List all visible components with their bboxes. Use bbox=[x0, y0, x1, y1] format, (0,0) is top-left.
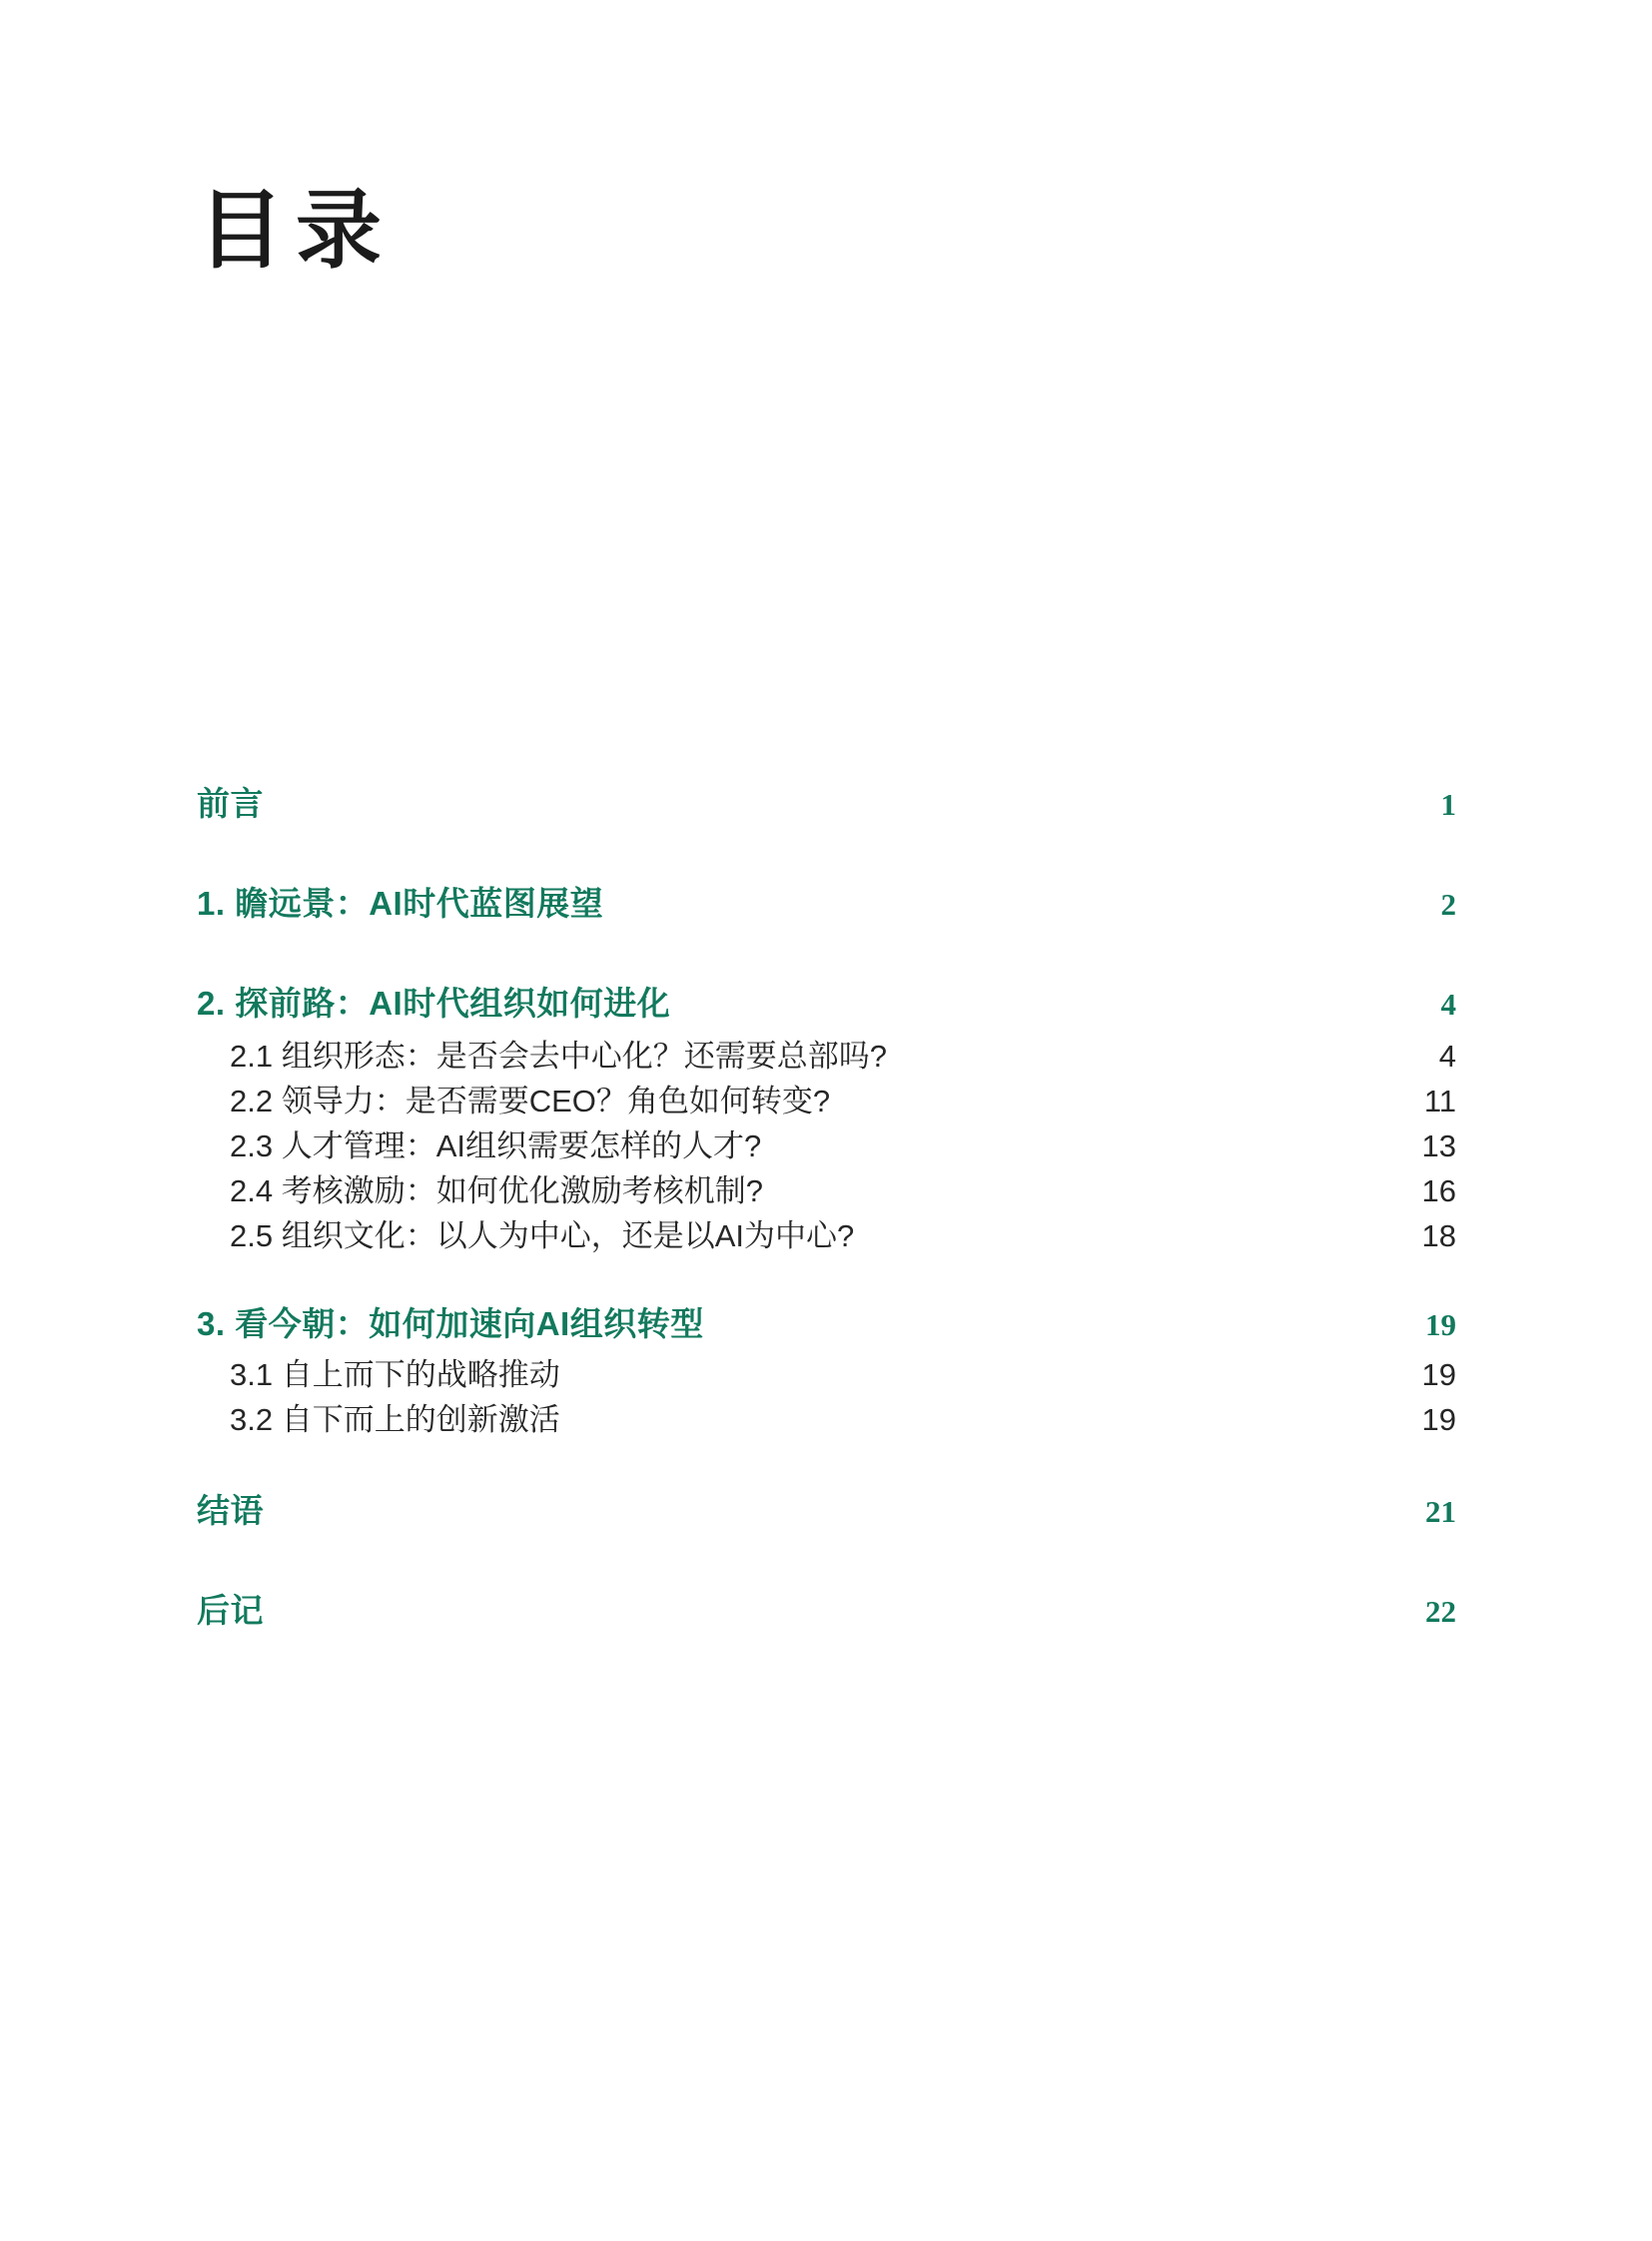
toc-entry-page: 13 bbox=[1421, 1128, 1456, 1163]
toc-entry-section-2-3[interactable] bbox=[197, 1126, 1456, 1166]
toc-entry-label[interactable]: 后记 bbox=[197, 1592, 264, 1629]
toc-entry-label[interactable]: 2.1 组织形态：是否会去中心化？还需要总部吗? bbox=[230, 1039, 887, 1074]
toc-entry-label[interactable]: 2.2 领导力：是否需要CEO？角色如何转变? bbox=[230, 1084, 831, 1119]
toc-entry-preface[interactable] bbox=[197, 784, 1456, 825]
toc-entry-section-2-4[interactable] bbox=[197, 1171, 1456, 1211]
toc-entry-page: 22 bbox=[1425, 1594, 1456, 1629]
toc-entry-page: 11 bbox=[1423, 1084, 1456, 1119]
toc-entry-page: 18 bbox=[1421, 1218, 1456, 1253]
toc-entry-label[interactable]: 2.5 组织文化：以人为中心，还是以AI为中心? bbox=[230, 1218, 855, 1253]
toc-entry-page: 19 bbox=[1421, 1402, 1456, 1437]
toc-entry-section-2-5[interactable] bbox=[197, 1216, 1456, 1256]
toc-entry-page: 1 bbox=[1440, 787, 1456, 822]
toc-entry-label[interactable]: 3. 看今朝：如何加速向AI组织转型 bbox=[197, 1305, 704, 1342]
toc-entry-section-2-2[interactable] bbox=[197, 1082, 1456, 1121]
toc-entry-section-2-1[interactable] bbox=[197, 1037, 1456, 1077]
toc-entry-page: 19 bbox=[1421, 1357, 1456, 1392]
toc-entry-label[interactable]: 2. 探前路：AI时代组织如何进化 bbox=[197, 985, 671, 1022]
toc-entry-section-3-2[interactable] bbox=[197, 1400, 1456, 1440]
toc-entry-page: 4 bbox=[1438, 1039, 1456, 1074]
toc-entry-label[interactable]: 3.2 自下而上的创新激活 bbox=[230, 1402, 560, 1437]
toc-entry-section-2[interactable] bbox=[197, 984, 1456, 1025]
toc-entry-label[interactable]: 1. 瞻远景：AI时代蓝图展望 bbox=[197, 885, 604, 922]
toc-entry-conclusion[interactable] bbox=[197, 1491, 1456, 1532]
toc-entry-section-3-1[interactable] bbox=[197, 1355, 1456, 1395]
toc-entry-postscript[interactable] bbox=[197, 1591, 1456, 1632]
toc-entry-label[interactable]: 2.3 人才管理：AI组织需要怎样的人才? bbox=[230, 1128, 762, 1163]
toc-entry-page: 21 bbox=[1425, 1494, 1456, 1529]
toc-entry-page: 4 bbox=[1440, 987, 1456, 1022]
toc-entry-page: 2 bbox=[1440, 887, 1456, 922]
toc-entry-label[interactable]: 2.4 考核激励：如何优化激励考核机制? bbox=[230, 1173, 763, 1208]
toc-entry-label[interactable]: 3.1 自上而下的战略推动 bbox=[230, 1357, 560, 1392]
toc-entry-page: 16 bbox=[1421, 1173, 1456, 1208]
toc-entry-label[interactable]: 结语 bbox=[197, 1492, 264, 1529]
toc-entry-section-1[interactable] bbox=[197, 884, 1456, 925]
toc-entry-section-3[interactable] bbox=[197, 1304, 1456, 1345]
page-title: 目录 bbox=[198, 183, 394, 279]
toc-entry-page: 19 bbox=[1425, 1307, 1456, 1342]
toc-entry-label[interactable]: 前言 bbox=[197, 785, 264, 822]
